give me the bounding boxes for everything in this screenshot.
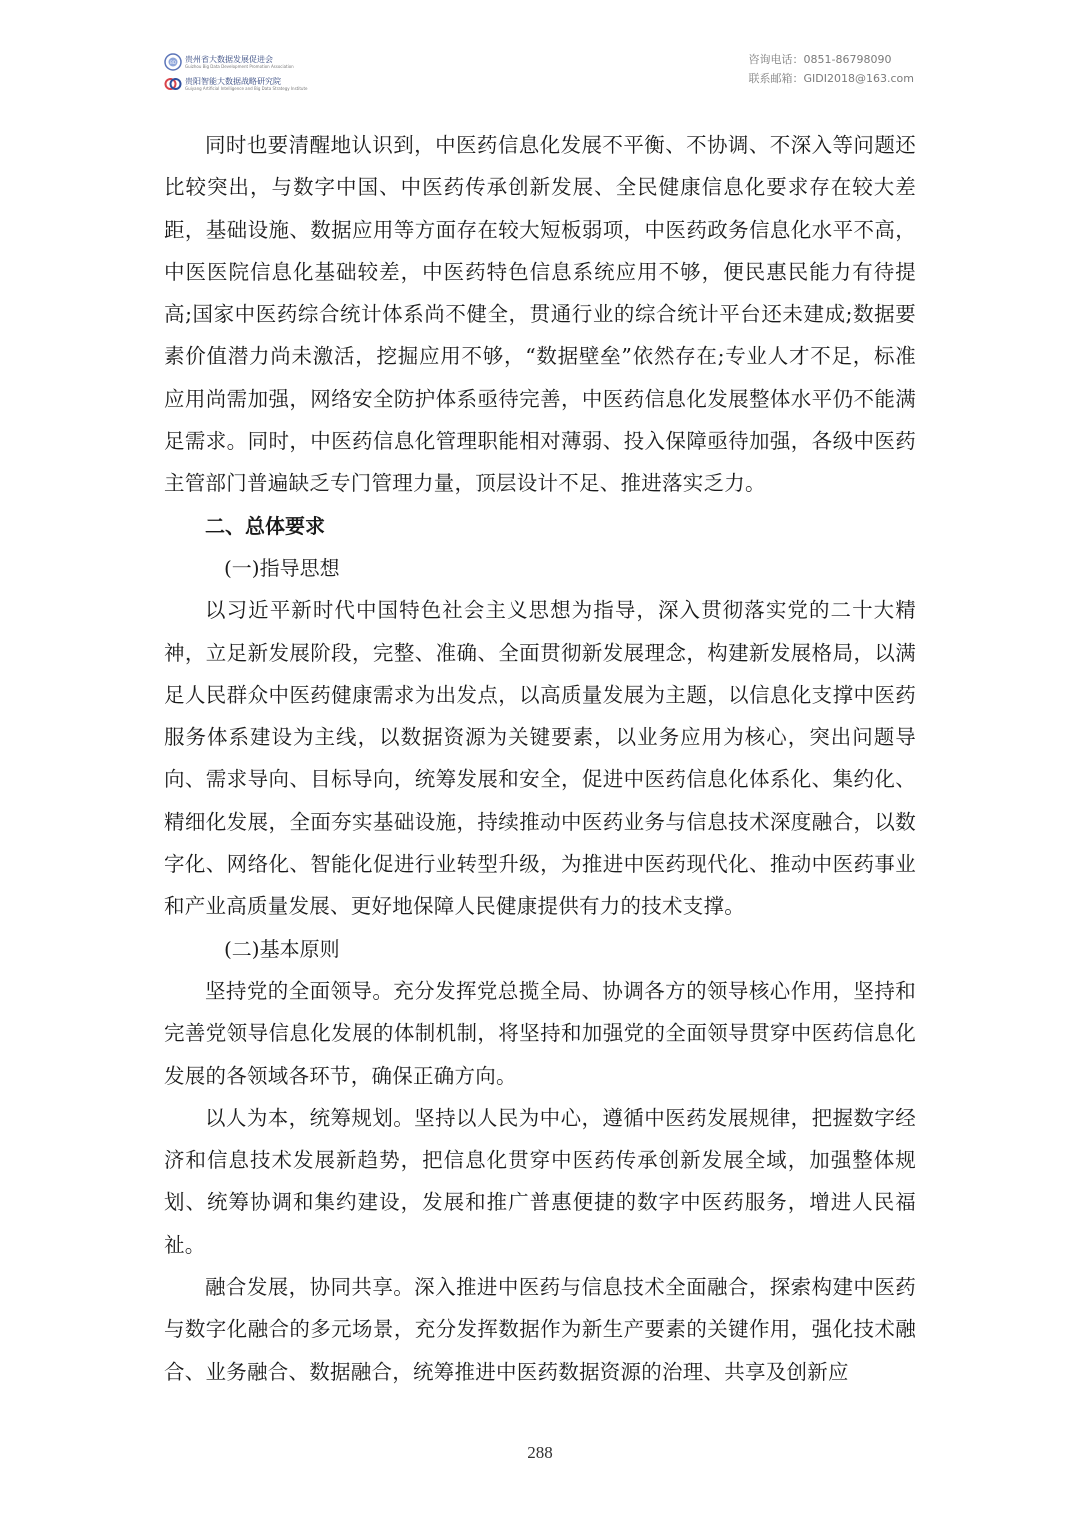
paragraph-integrated-development: 融合发展，协同共享。深入推进中医药与信息技术全面融合，探索构建中医药与数字化融合的多元场景，充分发挥数据作为新生产要素的关键作用，强化技术融合、业务融合、数据融合，统筹推进中医药数据资源的治理、共享及创新应 bbox=[164, 1275, 916, 1384]
contact-email: 联系邮箱：GIDI2018@163.com bbox=[748, 72, 914, 85]
paragraph-people-centered: 以人为本，统筹规划。坚持以人民为中心，遵循中医药发展规律，把握数字经济和信息技术发展新趋势，把信息化贯穿中医药传承创新发展全域，加强整体规划、统筹协调和集约建设，发展和推广普惠便捷的数字中医药服务，增进人民福祉。 bbox=[164, 1105, 916, 1257]
document-body bbox=[164, 124, 916, 1393]
paragraph-guiding-ideology: 以习近平新时代中国特色社会主义思想为指导，深入贯彻落实党的二十大精神，立足新发展阶段，完整、准确、全面贯彻新发展理念，构建新发展格局，以满足人民群众中医药健康需求为出发点，以高质量发展为主题，以信息化支撑中医药服务体系建设为主线，以数据资源为关键要素，以业务应用为核心，突出问题导向、需求导向、目标导向，统筹发展和安全，促进中医药信息化体系化、集约化、精细化发展，全面夯实基础设施，持续推动中医药业务与信息技术深度融合，以数字化、网络化、智能化促进行业转型升级，为推进中医药现代化、推动中医药事业和产业高质量发展、更好地保障人民健康提供有力的技术支撑。 bbox=[164, 598, 916, 919]
association-logo-icon bbox=[164, 53, 182, 71]
paragraph-party-leadership: 坚持党的全面领导。充分发挥党总揽全局、协调各方的领导核心作用，坚持和完善党领导信息化发展的体制机制，将坚持和加强党的全面领导贯穿中医药信息化发展的各领域各环节，确保正确方向。 bbox=[164, 978, 916, 1088]
institute-name: 贵阳智能大数据战略研究院 bbox=[185, 76, 281, 86]
institute-logo-icon bbox=[164, 75, 182, 93]
contact-phone: 咨询电话：0851-86798090 bbox=[748, 53, 892, 66]
subsection-heading-guiding-ideology: (一)指导思想 bbox=[224, 555, 340, 580]
institute-name-en: Guiyang Artificial Intelligence and Big Data Strategy Institute bbox=[185, 85, 308, 91]
page-number: 288 bbox=[527, 1443, 553, 1462]
page-header bbox=[0, 0, 1080, 100]
contact-info bbox=[749, 50, 914, 88]
association-name: 贵州省大数据发展促进会 bbox=[185, 54, 273, 64]
subsection-heading-basic-principles: (二)基本原则 bbox=[224, 936, 340, 961]
logo-institute bbox=[164, 74, 308, 94]
section-heading-general-requirements: 二、总体要求 bbox=[205, 513, 325, 538]
logo-association bbox=[164, 52, 304, 72]
organization-logos bbox=[164, 52, 308, 96]
association-name-en: Guizhou Big Data Development Promotion Association bbox=[185, 63, 294, 69]
paragraph-current-issues: 同时也要清醒地认识到，中医药信息化发展不平衡、不协调、不深入等问题还比较突出，与数字中国、中医药传承创新发展、全民健康信息化要求存在较大差距，基础设施、数据应用等方面存在较大短板弱项，中医药政务信息化水平不高，中医医院信息化基础较差，中医药特色信息系统应用不够，便民惠民能力有待提高;国家中医药综合统计体系尚不健全，贯通行业的综合统计平台还未建成;数据要素价值潜力尚未激活，挖掘应用不够，“数据壁垒”依然存在;专业人才不足，标准应用尚需加强，网络安全防护体系亟待完善，中医药信息化发展整体水平仍不能满足需求。同时，中医药信息化管理职能相对薄弱、投入保障亟待加强，各级中医药主管部门普遍缺乏专门管理力量，顶层设计不足、推进落实乏力。 bbox=[164, 133, 916, 496]
svg-text:BD: BD bbox=[170, 60, 176, 65]
